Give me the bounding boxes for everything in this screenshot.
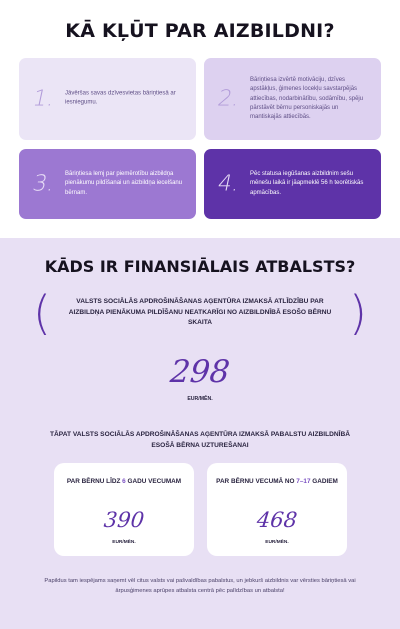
card-heading-highlight: 6 — [122, 478, 126, 485]
card-heading — [62, 477, 186, 487]
card-value: 468 — [255, 508, 299, 532]
page-title: KĀ KĻŪT PAR AIZBILDNI? — [65, 20, 335, 42]
step-number: 2. — [215, 86, 242, 112]
card-value: 390 — [102, 508, 146, 532]
step-card-4 — [204, 149, 381, 219]
step-text: Bāriņtiesa lemj par piemērotību aizbildņa pienākumu pildīšanai un aizbildņa iecelšanu bērnam. — [65, 171, 183, 196]
support-intro: VALSTS SOCIĀLĀS APDROŠINĀŠANAS AĢENTŪRA IZMAKSĀ ATLĪDZĪBU PAR AIZBILDŅA PIENĀKUMA PILDĪŠANU NEATKARĪGI NO AIZBILDNĪBĀ ESOŠO BĒRNU SKAITA — [68, 298, 332, 327]
card-unit: EUR/MĒN. — [112, 540, 136, 545]
left-parenthesis: ( — [33, 286, 51, 340]
card-heading-text: PAR BĒRNU VECUMĀ NO — [216, 478, 297, 485]
step-card-2 — [204, 58, 381, 140]
benefit-card-7-17 — [207, 463, 347, 556]
right-parenthesis: ) — [349, 286, 367, 340]
benefit-card-under-6 — [54, 463, 194, 556]
card-heading-text: PAR BĒRNU LĪDZ — [66, 478, 123, 485]
step-number: 3. — [30, 171, 57, 197]
card-unit: EUR/MĒN. — [265, 540, 289, 545]
step-number: 1. — [30, 86, 57, 112]
step-text: Jāvēršas savas dzīvesvietas bāriņtiesā ar iesniegumu. — [65, 90, 176, 106]
card-heading — [215, 477, 339, 487]
step-card-3 — [19, 149, 196, 219]
allowance-amount: 298 — [168, 354, 232, 390]
step-text: Bāriņtiesa izvērtē motivāciju, dzīves apstākļus, ģimenes locekļu savstarpējās attiecības, nodarbinātību, sodāmību, spēju pārstāvēt bērnu personiskajās un mantiskajās attiecībās. — [250, 76, 364, 120]
footer-note: Papildus tam iespējams saņemt vēl citus valsts vai pašvaldības pabalstus, un jebkurš aizbildnis var vērsties bāriņtiesā vai ārpusģimenes aprūpes atbalsta centrā pēc palīdzības un atbalsta! — [44, 578, 356, 594]
card-heading-text: GADIEM — [310, 478, 338, 485]
card-heading-text: GADU VECUMAM — [125, 478, 182, 485]
step-text: Pēc statusa iegūšanas aizbildnim sešu mēnešu laikā ir jāapmeklē 56 h teorētiskās apmācības. — [250, 171, 364, 196]
step-card-1 — [19, 58, 196, 140]
support-intro-2: TĀPAT VALSTS SOCIĀLĀS APDROŠINĀŠANAS AĢENTŪRA IZMAKSĀ PABALSTU AIZBILDNĪBĀ ESOŠĀ BĒRNA UZTUREŠANAI — [50, 431, 351, 449]
card-heading-highlight: 7–17 — [296, 478, 311, 485]
step-number: 4. — [215, 171, 242, 197]
support-title: KĀDS IR FINANSIĀLAIS ATBALSTS? — [44, 257, 356, 276]
allowance-unit: EUR/MĒN. — [187, 396, 213, 402]
